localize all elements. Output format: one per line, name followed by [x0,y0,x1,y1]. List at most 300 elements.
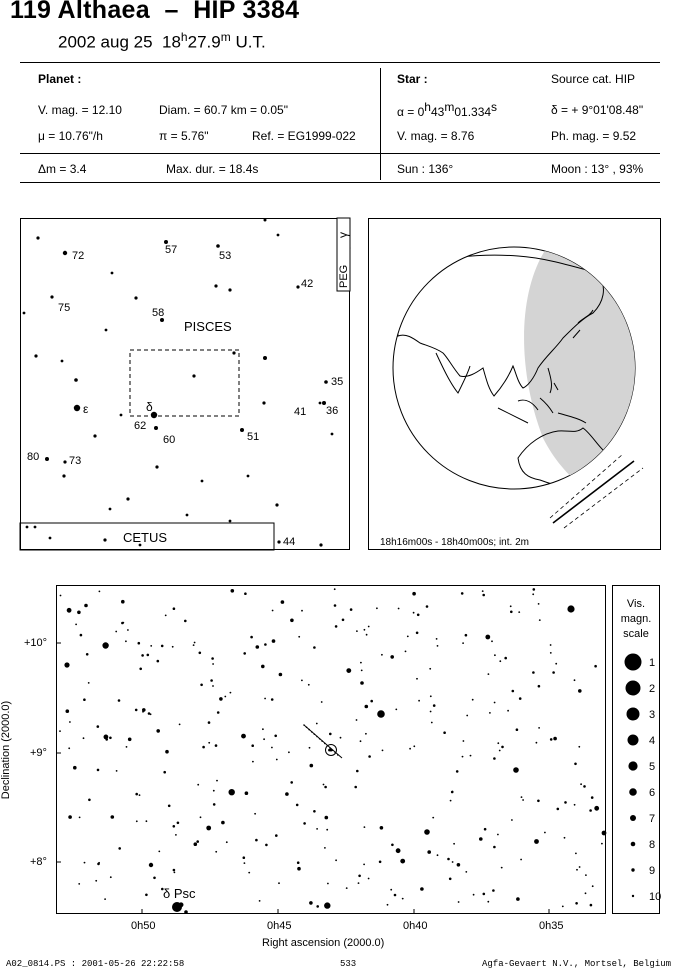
detail-star-91 [580,783,582,785]
detail-star-310 [368,755,371,758]
detail-bright-star-5 [149,863,153,867]
detail-star-296 [244,592,247,595]
detail-star-289 [324,786,327,789]
label-42: 42 [301,278,314,290]
detail-star-303 [398,608,400,610]
detail-star-281 [196,840,199,843]
detail-star-133 [261,665,265,669]
detail-star-210 [358,875,361,878]
moon-info: Moon : 13° , 93% [551,162,644,176]
detail-star-249 [544,832,546,834]
detail-star-282 [221,821,225,825]
detail-star-185 [592,885,594,887]
alpha-m-unit: m [444,100,455,114]
detail-star-77 [487,901,489,903]
detail-star-150 [430,711,432,713]
detail-star-216 [466,715,468,717]
detail-star-71 [73,766,77,770]
minute-unit: m [220,30,231,44]
detail-star-126 [279,673,283,677]
detail-star-28 [358,882,360,884]
detail-star-246 [356,770,359,773]
detail-star-101 [583,785,586,788]
peg-label: PEG [338,264,350,288]
detail-star-248 [493,757,496,760]
detail-star-68 [256,645,260,649]
detail-star-60 [516,897,520,901]
detail-star-318 [310,764,314,768]
detail-star-67 [452,861,454,863]
finder-star-18 [263,356,267,360]
finder-star-25 [74,405,80,411]
detail-star-181 [88,799,91,802]
detail-star-179 [255,839,258,842]
finder-star-20 [192,374,195,377]
detail-star-153 [420,887,424,891]
detail-star-215 [585,892,587,894]
detail-star-162 [206,826,211,831]
detail-star-329 [83,737,85,739]
detail-star-243 [501,867,503,869]
detail-star-87 [121,600,125,604]
detail-star-72 [497,834,499,836]
detail-star-251 [301,610,303,612]
detail-star-258 [200,816,202,818]
detail-star-279 [141,654,144,657]
detail-star-235 [522,799,524,801]
xtick-0h45: 0h45 [267,920,292,932]
detail-star-287 [200,684,203,687]
detail-star-314 [139,794,141,796]
detail-star-198 [102,642,108,648]
detail-star-187 [405,651,407,653]
detail-star-178 [391,844,394,847]
label-51: 51 [247,431,260,443]
detail-star-209 [334,604,337,607]
finder-star-46 [319,543,322,546]
detail-star-127 [413,612,415,614]
detail-star-41 [360,681,364,685]
mag-label-6: 6 [649,787,656,799]
xtick-0h40: 0h40 [403,920,428,932]
label-53: 53 [219,250,232,262]
x-axis-label: Right ascension (2000.0) [262,937,385,949]
detail-star-201 [296,804,299,807]
target-star [330,749,333,752]
detail-star-283 [324,902,330,908]
mag-label-4: 4 [649,735,656,747]
detail-star-3 [211,657,214,660]
detail-star-290 [150,645,152,647]
detail-star-300 [213,803,216,806]
finder-star-43 [26,526,29,529]
detail-star-266 [219,697,223,701]
scale-title-2: magn. [620,613,652,625]
detail-star-219 [193,644,195,646]
y-axis-label: Declination (2000.0) [0,700,12,800]
detail-star-93 [115,631,117,633]
detail-star-61 [194,642,196,644]
table-divider [380,68,381,180]
detail-star-213 [402,898,404,900]
detail-star-271 [432,817,434,819]
detail-star-105 [456,770,459,773]
detail-star-218 [173,607,176,610]
detail-star-166 [161,645,164,648]
detail-star-9 [163,771,166,774]
detail-star-125 [479,837,483,841]
detail-star-298 [75,624,77,626]
detail-star-90 [316,723,318,725]
detail-star-117 [208,721,211,724]
detail-star-120 [125,640,127,642]
star-source: Source cat. HIP [551,72,636,86]
detail-bright-star-2 [64,662,69,667]
detail-star-200 [329,733,332,736]
finder-star-34 [155,465,158,468]
finder-star-32 [45,457,49,461]
alpha-seconds: 01.334 [454,105,492,119]
label-41: 41 [294,406,307,418]
detail-star-35 [215,851,217,853]
event-title [10,0,299,25]
detail-star-143 [251,744,254,747]
detail-star-45 [202,746,205,749]
detail-star-228 [366,634,368,636]
pisces-label: PISCES [184,319,232,334]
detail-star-66 [510,611,513,614]
detail-star-5 [507,710,509,712]
detail-star-124 [594,665,597,668]
detail-star-47 [335,625,338,628]
detail-star-274 [575,902,578,905]
detail-bright-star-1 [377,710,385,718]
detail-star-222 [265,844,268,847]
detail-star-311 [552,671,555,674]
finder-star-1 [63,251,67,255]
detail-star-262 [450,800,452,802]
detail-star-2 [340,737,342,739]
mag-dot-2 [626,681,641,696]
detail-star-56 [288,751,290,753]
detail-star-208 [472,699,474,701]
finder-star-37 [62,474,65,477]
finder-star-11 [50,295,53,298]
detail-star-11 [342,619,345,622]
finder-star-28 [262,401,265,404]
finder-star-47 [331,433,334,436]
detail-star-319 [360,662,362,664]
detail-star-6 [177,822,180,825]
detail-star-103 [217,711,220,714]
detail-bright-star-6 [602,831,607,836]
detail-bright-star-7 [184,910,188,914]
mag-label-10: 10 [649,891,662,903]
globe-caption: 18h16m00s - 18h40m00s; int. 2m [380,537,529,548]
detail-star-145 [69,721,71,723]
detail-star-78 [576,869,578,871]
object-name: 119 Althaea [10,0,150,24]
detail-star-139 [473,894,475,896]
mag-label-8: 8 [649,839,656,851]
finder-star-0 [36,236,39,239]
detail-star-46 [308,684,310,686]
ytick-9: +9° [30,747,47,759]
detail-star-140 [361,670,363,672]
detail-star-86 [199,652,202,655]
detail-star-52 [272,639,276,643]
detail-star-241 [250,636,253,639]
detail-star-253 [453,843,455,845]
detail-star-131 [97,725,100,728]
detail-star-75 [264,698,266,700]
finder-star-50 [229,520,232,523]
detail-star-270 [395,709,397,711]
detail-star-295 [574,804,576,806]
detail-star-189 [494,702,496,704]
detail-star-268 [365,733,367,735]
planet-mu: μ = 10.76"/h [38,129,103,143]
magnitude-scale-svg [612,585,660,914]
detail-bright-star-0 [567,605,574,612]
detail-star-194 [426,605,429,608]
detail-star-129 [534,839,539,844]
detail-star-217 [443,731,446,734]
alpha-minutes: 43 [430,105,445,119]
finder-star-13 [134,296,137,299]
detail-star-172 [346,887,348,889]
detail-star-203 [589,809,592,812]
detail-star-190 [427,850,431,854]
detail-star-182 [519,697,522,700]
shadow-edge-south [564,468,643,528]
detail-star-22 [562,906,564,908]
ytick-10: +10° [24,637,48,649]
gamma-label: γ [336,232,350,238]
detail-star-76 [165,615,167,617]
finder-star-16 [61,360,64,363]
mag-dot-10 [632,895,634,897]
detail-star-193 [78,883,80,885]
finder-star-39 [126,497,129,500]
detail-star-205 [147,654,150,657]
alpha-h-unit: h [424,100,431,114]
detail-star-59 [323,784,325,786]
label-44: 44 [283,536,296,548]
detail-star-39 [244,862,246,864]
detail-star-301 [381,654,383,656]
detail-star-81 [532,593,534,595]
detail-star-95 [68,747,70,749]
label-57: 57 [165,244,178,256]
finder-star-9 [228,288,231,291]
detail-star-231 [231,589,235,593]
finder-star-31 [93,434,96,437]
detail-star-99 [591,796,594,799]
planet-heading: Planet : [38,72,82,86]
detail-star-113 [489,712,491,714]
star-alpha [397,100,497,119]
detail-star-142 [138,642,141,645]
detail-star-255 [488,673,490,675]
detail-star-211 [297,861,300,864]
asteroid-path [304,725,342,758]
detail-star-107 [127,629,129,631]
alpha-s-unit: s [491,100,498,114]
detail-star-32 [346,668,351,673]
detail-star-147 [128,738,132,742]
detail-star-278 [418,700,420,702]
mag-label-7: 7 [649,813,656,825]
detail-star-92 [354,786,357,789]
detail-star-29 [590,904,593,907]
detail-star-4 [135,709,138,712]
max-duration: Max. dur. = 18.4s [166,162,259,176]
detail-star-148 [271,698,274,701]
detail-star-30 [365,705,369,709]
detail-star-158 [380,826,384,830]
detail-star-321 [150,713,152,715]
detail-star-285 [497,742,499,744]
finder-chart-svg [20,218,350,550]
mag-dot-1 [625,654,642,671]
scale-title-1: Vis. [626,598,646,610]
detail-star-54 [212,663,214,665]
label-epsilon: ε [83,402,89,416]
detail-star-19 [533,588,536,591]
detail-star-160 [254,813,256,815]
table-mid-rule [20,153,660,154]
detail-star-0 [59,730,61,732]
detail-star-237 [462,756,464,758]
detail-star-183 [243,652,246,655]
detail-star-58 [482,594,485,597]
finder-star-7 [111,272,114,275]
event-minute: 27.9 [187,32,221,52]
detail-star-96 [390,889,392,891]
detail-star-293 [86,653,89,656]
detail-star-44 [413,745,415,747]
detail-star-244 [417,614,420,617]
detail-star-260 [484,828,487,831]
footer-company: Agfa-Gevaert N.V., Mortsel, Belgium [482,959,672,969]
finder-star-35 [247,475,250,478]
detail-star-110 [518,611,520,613]
detail-star-206 [491,640,493,642]
detail-star-8 [226,841,228,843]
detail-star-94 [118,847,121,850]
finder-star-10 [296,285,299,288]
finder-star-8 [214,284,217,287]
detail-star-186 [285,792,289,796]
detail-star-325 [172,646,174,648]
detail-star-192 [364,826,366,828]
detail-star-312 [121,622,124,625]
detail-star-167 [105,738,108,741]
mag-label-1: 1 [649,657,656,669]
mag-dot-4 [628,735,639,746]
detail-star-250 [88,682,90,684]
detail-star-85 [382,750,384,752]
detail-star-224 [156,729,160,733]
mag-dot-5 [628,761,637,770]
detail-star-137 [136,820,138,822]
detail-star-121 [99,591,101,593]
finder-star-40 [201,480,204,483]
detail-star-55 [557,808,560,811]
star-id: HIP 3384 [193,0,300,24]
detail-star-136 [356,719,358,721]
label-62: 62 [134,420,147,432]
detail-star-184 [210,679,213,682]
finder-star-30 [240,428,244,432]
detail-star-170 [262,728,264,730]
detail-stars [59,588,606,914]
detail-star-138 [290,781,293,784]
detail-star-73 [173,825,176,828]
detail-star-111 [555,663,557,665]
detail-star-302 [274,735,277,738]
label-35: 35 [331,376,344,388]
event-datetime [58,30,266,53]
detail-star-173 [379,861,382,864]
planet-ref: Ref. = EG1999-022 [252,129,356,143]
event-hour: 18 [162,32,181,52]
detail-star-238 [437,645,439,647]
detail-star-119 [483,893,486,896]
detail-star-202 [179,724,181,726]
planet-vmag: V. mag. = 12.10 [38,103,122,117]
footer-page: 533 [340,959,357,969]
detail-star-180 [436,638,438,640]
label-delta: δ [146,400,153,414]
label-72: 72 [72,250,85,262]
finder-star-29 [154,426,158,430]
detail-star-134 [194,842,198,846]
detail-star-89 [248,872,250,874]
label-36: 36 [326,405,339,417]
detail-star-48 [501,746,504,749]
star-phmag: Ph. mag. = 9.52 [551,129,637,143]
finder-star-24 [319,402,322,405]
detail-star-49 [175,834,177,836]
detail-star-197 [504,657,507,660]
star-delta: δ = + 9°01'08.48" [551,103,644,117]
detail-star-239 [97,769,100,772]
detail-star-327 [538,685,541,688]
table-top-rule [20,62,660,63]
detail-star-57 [461,592,464,595]
mag-label-9: 9 [649,865,656,877]
detail-star-1 [84,862,86,864]
detail-star-326 [77,611,81,615]
finder-star-5 [277,234,280,237]
detail-star-164 [271,747,273,749]
delta-mag: Δm = 3.4 [38,162,87,176]
mag-label-3: 3 [649,709,656,721]
detail-star-306 [259,900,261,902]
detail-star-308 [230,692,232,694]
detail-star-88 [278,882,280,884]
finder-star-49 [186,514,189,517]
detail-star-291 [146,820,148,822]
hour-unit: h [180,30,188,44]
detail-star-154 [433,704,436,707]
detail-star-69 [416,632,419,635]
detail-star-33 [368,878,370,880]
detail-star-84 [334,588,336,590]
mag-dot-9 [631,868,634,871]
